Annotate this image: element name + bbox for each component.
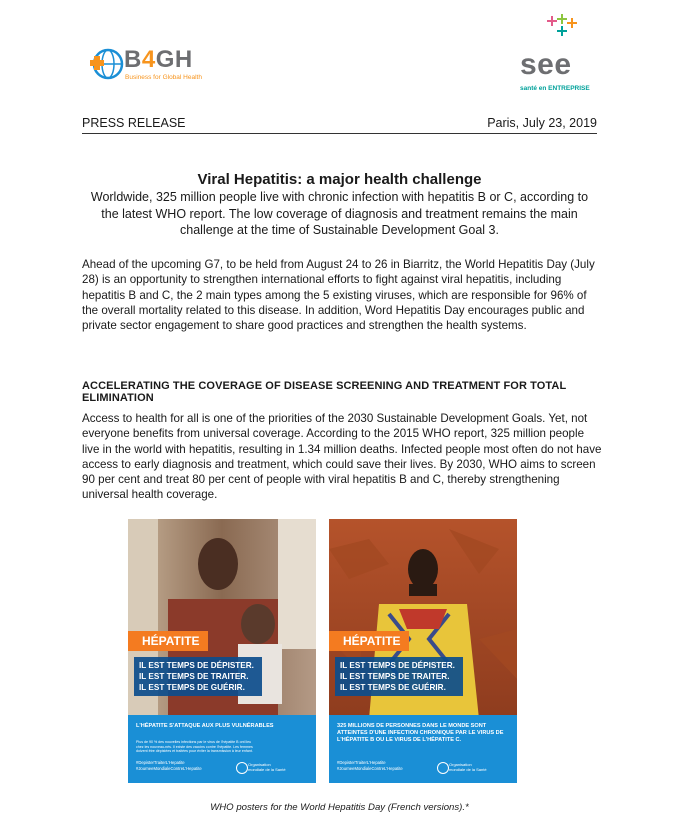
who-label-line: mondiale de la Santé [248, 767, 286, 772]
who-emblem-icon [236, 762, 248, 774]
who-label [449, 762, 487, 772]
who-label [248, 762, 286, 772]
poster-slogan [335, 657, 463, 696]
poster-hashtags [337, 760, 403, 771]
poster-hashtags [136, 760, 202, 771]
hashtag: #JourneeMondialeContreL'Hepatite [337, 765, 403, 771]
who-label-line: Organisation [248, 762, 271, 767]
poster-panel-heading: L'HÉPATITE S'ATTAQUE AUX PLUS VULNÉRABLES [136, 723, 274, 729]
see-tagline: santé en ENTREPRISE [520, 85, 590, 92]
section-paragraph: Access to health for all is one of the priorities of the 2030 Sustainable Development Goals. Yet, not everyone benefits from universal coverage. According to the 2015 WHO report, 325 million people live in the world with hepatitis, resulting in 1.34 million deaths. Infected people most often do not have access to early diagnosis and treatment, which could save their lives. By 2030, WHO aims to screen 90 per cent and treat 80 per cent of people with viral hepatitis B and C, thereby strengthening universal health coverage. [82, 412, 602, 502]
intro-paragraph: Ahead of the upcoming G7, to be held from August 24 to 26 in Biarritz, the World Hepatitis Day (July 28) is an opportunity to strengthen international efforts to fight against viral hepatitis, including hepatitis B and C, the 2 main types among the 5 existing viruses, which are responsible for 96% of the overall mortality related to this disease. In addition, Word Hepatitis Day encourages public and private sector engagement to share good practices and strengthen the health systems. [82, 258, 595, 333]
b4gh-logo [88, 44, 218, 88]
see-wordmark: see [520, 48, 572, 81]
slogan-line: IL EST TEMPS DE DÉPISTER. [340, 661, 455, 670]
poster-badge: HÉPATITE [128, 631, 208, 651]
hashtag: #JourneeMondialeContreL'Hepatite [136, 765, 202, 771]
poster-panel-body: Plus de 90 % des nouvelles infections par le virus de l'hépatite B ont lieu chez les nouveau-nés. Il existe des vaccins contre l'hépatite. Les femmes doivent être dépistées et traitées pour éviter la transmission à leur enfant. [136, 740, 253, 754]
who-poster-man [329, 519, 517, 783]
document-title: Viral Hepatitis: a major health challenge [197, 171, 482, 188]
b4gh-tagline: Business for Global Health [125, 74, 202, 81]
who-label-line: Organisation [449, 762, 472, 767]
slogan-line: IL EST TEMPS DE GUÉRIR. [340, 683, 446, 692]
header-row [82, 116, 597, 134]
poster-slogan [134, 657, 262, 696]
globe-cross-icon [88, 44, 124, 88]
header-divider [82, 133, 597, 134]
hashtag: #DepisterTraiterL'Hepatite [136, 760, 185, 765]
slogan-line: IL EST TEMPS DE DÉPISTER. [139, 661, 254, 670]
poster-panel-heading: 325 MILLIONS DE PERSONNES DANS LE MONDE SONT ATTEINTES D'UNE INFECTION CHRONIQUE PAR LE VIRUS DE L'HÉPATITE B OU LE VIRUS DE L'HÉPATITE C. [337, 723, 504, 743]
slogan-line: IL EST TEMPS DE TRAITER. [139, 672, 249, 681]
who-emblem-icon [437, 762, 449, 774]
flower-icon [544, 10, 584, 40]
dateline: Paris, July 23, 2019 [487, 116, 597, 130]
poster-caption: WHO posters for the World Hepatitis Day (French versions).* [210, 802, 469, 813]
who-poster-mother-child [128, 519, 316, 783]
document-subtitle: Worldwide, 325 million people live with chronic infection with hepatitis B or C, according to the latest WHO report. The low coverage of diagnosis and treatment remains the main challenge at the time of Sustainable Development Goal 3. [90, 190, 589, 237]
slogan-line: IL EST TEMPS DE GUÉRIR. [139, 683, 245, 692]
who-label-line: mondiale de la Santé [449, 767, 487, 772]
see-logo [518, 10, 588, 94]
poster-badge: HÉPATITE [329, 631, 409, 651]
section-heading: ACCELERATING THE COVERAGE OF DISEASE SCREENING AND TREATMENT FOR TOTAL ELIMINATION [82, 380, 567, 404]
hashtag: #DepisterTraiterL'Hepatite [337, 760, 386, 765]
press-release-label: PRESS RELEASE [82, 116, 186, 130]
b4gh-wordmark: B4GH [124, 46, 193, 73]
slogan-line: IL EST TEMPS DE TRAITER. [340, 672, 450, 681]
